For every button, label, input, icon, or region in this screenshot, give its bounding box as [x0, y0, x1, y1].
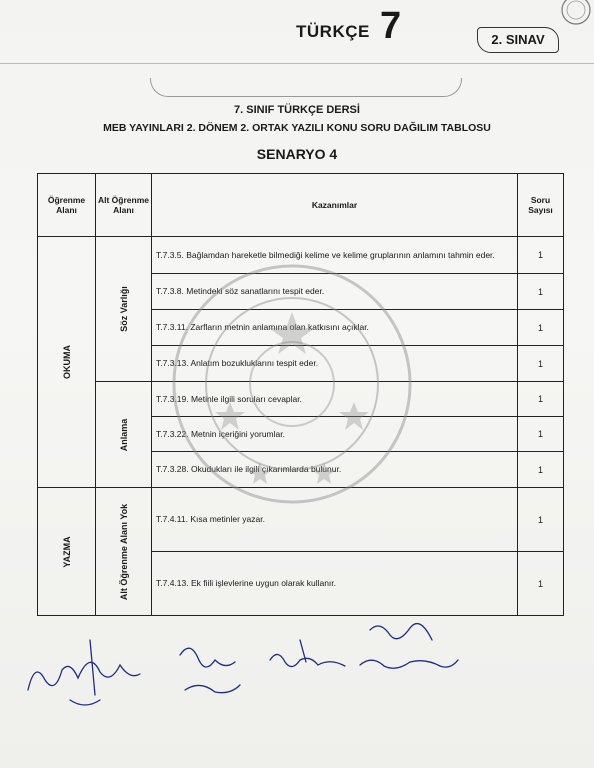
sub-area-cell-yok: [96, 488, 152, 616]
outcome-cell: T.7.4.13. Ek fiili işlevlerine uygun olarak kullanır.: [152, 552, 518, 616]
header-divider: [0, 63, 594, 64]
count-cell: 1: [518, 310, 564, 346]
count-cell: 1: [518, 237, 564, 274]
sub-area-label: Alt Öğrenme Alanı Yok: [118, 503, 129, 600]
exam-badge: 2. SINAV: [477, 27, 559, 53]
scenario-title: SENARYO 4: [256, 146, 338, 162]
sub-area-cell-anlama: [96, 382, 152, 488]
outcome-cell: T.7.3.13. Anlatım bozukluklarını tespit eder.: [152, 346, 518, 382]
area-label: OKUMA: [61, 345, 72, 379]
outcome-cell: T.7.3.28. Okudukları ile ilgili çıkarımlarda bulunur.: [152, 452, 518, 488]
outcome-cell: T.7.3.11. Zarfların metnin anlamına olan katkısını açıklar.: [152, 310, 518, 346]
table-header-row: [38, 174, 564, 237]
area-cell-okuma: [38, 237, 96, 488]
subject-title: TÜRKÇE: [296, 22, 370, 41]
count-cell: 1: [518, 382, 564, 417]
table-row: [38, 488, 564, 552]
sub-area-cell-soz-varligi: [96, 237, 152, 382]
distribution-table: [37, 173, 564, 616]
outcome-cell: T.7.3.8. Metindeki söz sanatlarını tespit eder.: [152, 274, 518, 310]
table-row: [38, 382, 564, 417]
header-area: Öğrenme Alanı: [38, 174, 96, 237]
sub-area-label: Söz Varlığı: [118, 286, 129, 332]
header-sub-area: Alt Öğrenme Alanı: [96, 174, 152, 237]
sub-area-label: Anlama: [118, 418, 129, 451]
count-cell: 1: [518, 552, 564, 616]
table-row: [38, 237, 564, 274]
meb-logo-icon: [556, 0, 592, 28]
signatures-area: [0, 600, 594, 768]
count-cell: 1: [518, 417, 564, 452]
area-label: YAZMA: [61, 535, 72, 568]
count-cell: 1: [518, 346, 564, 382]
outcome-cell: T.7.3.22. Metnin içeriğini yorumlar.: [152, 417, 518, 452]
outcome-cell: T.7.3.5. Bağlamdan hareketle bilmediği kelime ve kelime gruplarının anlamını tahmin eder.: [152, 237, 518, 274]
area-cell-yazma: [38, 488, 96, 616]
outcome-cell: T.7.4.11. Kısa metinler yazar.: [152, 488, 518, 552]
course-title: 7. SINIF TÜRKÇE DERSİ: [234, 104, 360, 116]
count-cell: 1: [518, 274, 564, 310]
count-cell: 1: [518, 488, 564, 552]
outcome-cell: T.7.3.19. Metinle ilgili soruları cevaplar.: [152, 382, 518, 417]
table-title: MEB YAYINLARI 2. DÖNEM 2. ORTAK YAZILI KONU SORU DAĞILIM TABLOSU: [103, 122, 491, 134]
header-outcomes: Kazanımlar: [152, 174, 518, 237]
grade-number: 7: [380, 5, 402, 47]
header-tab-curve: [150, 78, 462, 97]
header-count: Soru Sayısı: [518, 174, 564, 237]
count-cell: 1: [518, 452, 564, 488]
